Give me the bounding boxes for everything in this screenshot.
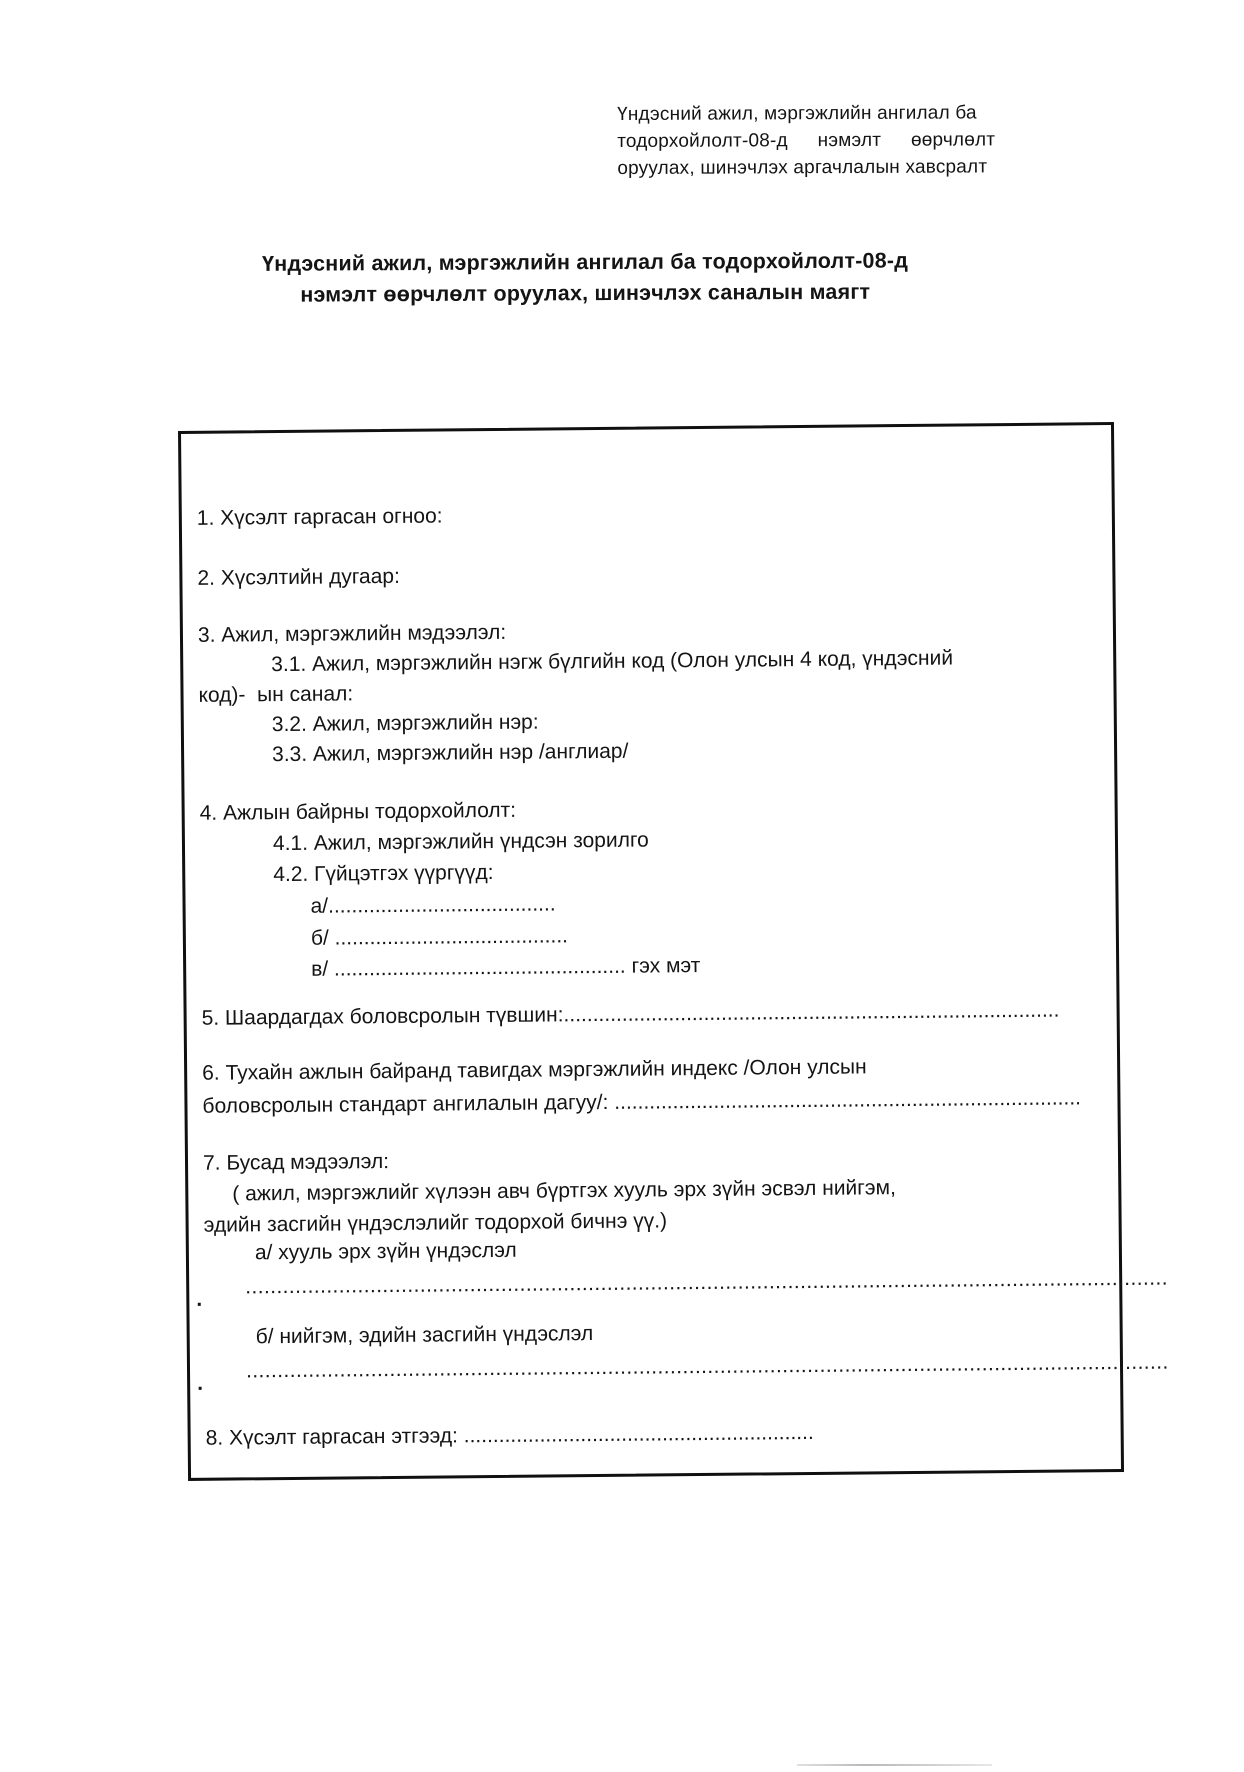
field-requesting-party: 8. Хүсэлт гаргасан этгээд: ............................................................	[205, 1420, 814, 1450]
other-info-note-line2: эдийн засгийн үндэслэлийг тодорхой бичнэ үү.)	[203, 1209, 668, 1237]
scan-artifact-line	[797, 1764, 992, 1766]
field-main-purpose: 4.1. Ажил, мэргэжлийн үндсэн зорилго	[272, 828, 649, 856]
form-box	[178, 422, 1169, 1481]
corner-annotation-line1: Үндэсний ажил, мэргэжлийн ангилал ба	[617, 102, 977, 125]
field-profession-index-line1: 6. Тухайн ажлын байранд тавигдах мэргэжлийн индекс /Олон улсын	[202, 1055, 867, 1085]
legal-basis-fill-line: ....................................................................................................................................................	[245, 1266, 1168, 1299]
field-occupation-name: 3.2. Ажил, мэргэжлийн нэр:	[271, 710, 539, 737]
field-unit-group-code-line2: код)- ын санал:	[198, 682, 354, 707]
other-info-note-line1: ( ажил, мэргэжлийг хүлээн авч бүртгэх хууль эрх зүйн эсвэл нийгэм,	[232, 1176, 896, 1206]
section-job-description: 4. Ажлын байрны тодорхойлолт:	[199, 798, 517, 825]
corner-annotation-word1: тодорхойлолт-08-д	[617, 130, 788, 152]
socioeconomic-basis-heading: б/ нийгэм, эдийн засгийн үндэслэл	[255, 1322, 594, 1349]
field-profession-index-line2: боловсролын стандарт ангилалын дагуу/: ................................................................................	[202, 1086, 1082, 1118]
socioeconomic-fill-line: ....................................................................................................................................................	[245, 1350, 1169, 1383]
corner-annotation-word3: өөрчлөлт	[910, 129, 996, 151]
field-request-date: 1. Хүсэлт гаргасан огноо:	[196, 504, 443, 530]
field-occupation-name-en: 3.3. Ажил, мэргэжлийн нэр /англиар/	[272, 739, 629, 767]
field-duties-heading: 4.2. Гүйцэтгэх үүргүүд:	[273, 860, 494, 887]
duty-line-b: б/ ........................................	[310, 924, 569, 950]
field-education-level: 5. Шаардагдах боловсролын түвшин:.....................................................................................	[201, 998, 1060, 1030]
corner-annotation-line2	[617, 126, 995, 155]
section-occupation-info: 3. Ажил, мэргэжлийн мэдээлэл:	[197, 620, 507, 647]
legal-basis-heading: а/ хууль эрх зүйн үндэслэл	[254, 1238, 517, 1265]
field-request-number: 2. Хүсэлтийн дугаар:	[197, 564, 400, 590]
field-unit-group-code-line1: 3.1. Ажил, мэргэжлийн нэгж бүлгийн код (Олон улсын 4 код, үндэсний	[271, 646, 954, 677]
stray-period-mark-1: .	[196, 1287, 203, 1311]
corner-annotation-line3: оруулах, шинэчлэх аргачлалын хавсралт	[617, 156, 988, 179]
document-title-line1: Үндэсний ажил, мэргэжлийн ангилал ба тодорхойлолт-08-д	[262, 248, 909, 276]
document-title	[230, 245, 940, 311]
corner-annotation-word2: нэмэлт	[817, 129, 882, 152]
stray-period-mark-2: .	[197, 1371, 204, 1395]
document-title-line2: нэмэлт өөрчлөлт оруулах, шинэчлэх саналын маягт	[300, 279, 871, 307]
section-other-info: 7. Бусад мэдээлэл:	[202, 1150, 390, 1175]
duty-line-v: в/ .................................................. гэх мэт	[311, 954, 701, 981]
duty-line-a: а/.......................................	[310, 892, 556, 918]
corner-annotation	[617, 99, 995, 182]
